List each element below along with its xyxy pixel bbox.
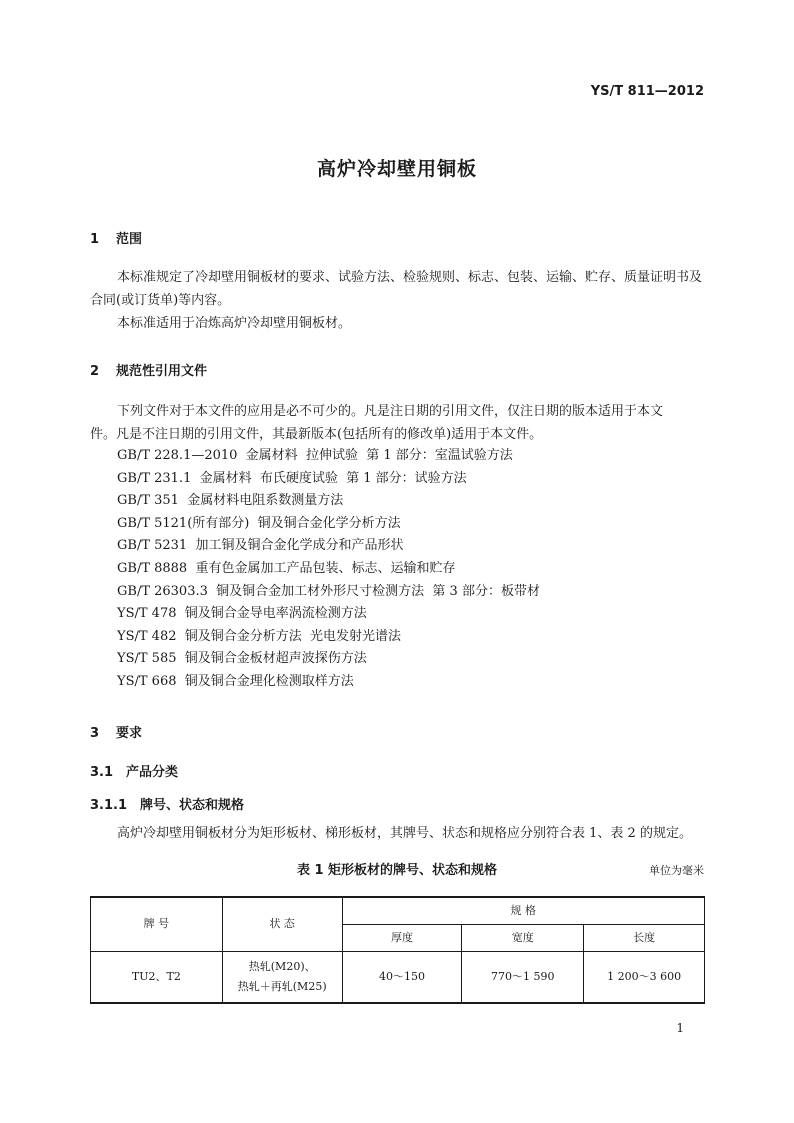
cell-temper (222, 951, 342, 1003)
section-number: 1 (90, 232, 100, 247)
cell-temper-line: 热轧＋再轧(M25) (237, 979, 327, 993)
paragraph-line: 下列文件对于本文件的应用是必不可少的。凡是注日期的引用文件，仅注日期的版本适用于本文 (117, 404, 664, 419)
table-caption: 表 1 矩形板材的牌号、状态和规格 (296, 863, 498, 878)
section-3-heading (90, 722, 142, 741)
header-thickness: 厚度 (342, 924, 462, 951)
table-row (91, 951, 705, 1003)
paragraph-line: 本标准规定了冷却壁用铜板材的要求、试验方法、检验规则、标志、包装、运输、贮存、质量证明书及 (117, 270, 703, 285)
section-number: 2 (90, 364, 100, 379)
section-number: 3.1.1 (90, 798, 128, 813)
reference-item: GB/T 351 金属材料电阻系数测量方法 (117, 493, 344, 509)
header-grade: 牌 号 (91, 897, 223, 951)
header-length: 长度 (584, 924, 705, 951)
cell-temper-line: 热轧(M20)、 (248, 959, 316, 973)
section-number: 3.1 (90, 765, 114, 780)
cell-width: 770～1 590 (462, 951, 584, 1003)
section-2-body (90, 400, 705, 446)
standard-code: YS/T 811—2012 (590, 84, 704, 99)
paragraph-line: 件。凡是不注日期的引用文件，其最新版本(包括所有的修改单)适用于本文件。 (90, 427, 543, 442)
section-title: 要求 (116, 726, 143, 741)
section-3-1-heading (90, 761, 178, 780)
reference-item: GB/T 5231 加工铜及铜合金化学成分和产品形状 (117, 538, 404, 554)
section-2-heading (90, 360, 207, 379)
reference-item: GB/T 26303.3 铜及铜合金加工材外形尺寸检测方法 第 3 部分：板带材 (117, 583, 540, 599)
reference-item: YS/T 668 铜及铜合金理化检测取样方法 (117, 673, 354, 689)
section-title: 产品分类 (126, 765, 179, 780)
reference-item: YS/T 478 铜及铜合金导电率涡流检测方法 (117, 606, 367, 622)
section-title: 牌号、状态和规格 (140, 798, 245, 813)
page-number: 1 (676, 1021, 684, 1035)
reference-list (117, 445, 540, 694)
paragraph-line: 本标准适用于冶炼高炉冷却壁用铜板材。 (117, 316, 352, 331)
header-temper: 状 态 (222, 897, 342, 951)
section-3-1-1-heading (90, 794, 244, 813)
spec-table (90, 896, 705, 1004)
section-1-body (90, 266, 705, 335)
section-title: 范围 (116, 232, 143, 247)
table-unit-label: 单位为毫米 (649, 864, 704, 877)
reference-item: GB/T 8888 重有色金属加工产品包装、标志、运输和贮存 (117, 560, 456, 576)
paragraph-line: 合同(或订货单)等内容。 (90, 293, 231, 308)
section-title: 规范性引用文件 (116, 364, 208, 379)
section-3-1-1-body (90, 822, 705, 845)
header-width: 宽度 (462, 924, 584, 951)
document-title: 高炉冷却壁用铜板 (316, 158, 477, 180)
cell-thickness: 40～150 (342, 951, 462, 1003)
section-number: 3 (90, 726, 100, 741)
paragraph-line: 高炉冷却壁用铜板材分为矩形板材、梯形板材，其牌号、状态和规格应分别符合表 1、表 2 的规定。 (117, 826, 692, 841)
cell-length: 1 200～3 600 (584, 951, 705, 1003)
cell-grade: TU2、T2 (91, 951, 223, 1003)
reference-item: YS/T 585 铜及铜合金板材超声波探伤方法 (117, 651, 367, 667)
reference-item: GB/T 231.1 金属材料 布氏硬度试验 第 1 部分：试验方法 (117, 470, 467, 486)
reference-item: GB/T 5121(所有部分) 铜及铜合金化学分析方法 (117, 515, 401, 531)
header-spec: 规 格 (342, 897, 704, 924)
section-1-heading (90, 228, 142, 247)
reference-item: GB/T 228.1—2010 金属材料 拉伸试验 第 1 部分：室温试验方法 (117, 448, 513, 463)
reference-item: YS/T 482 铜及铜合金分析方法 光电发射光谱法 (117, 628, 402, 644)
